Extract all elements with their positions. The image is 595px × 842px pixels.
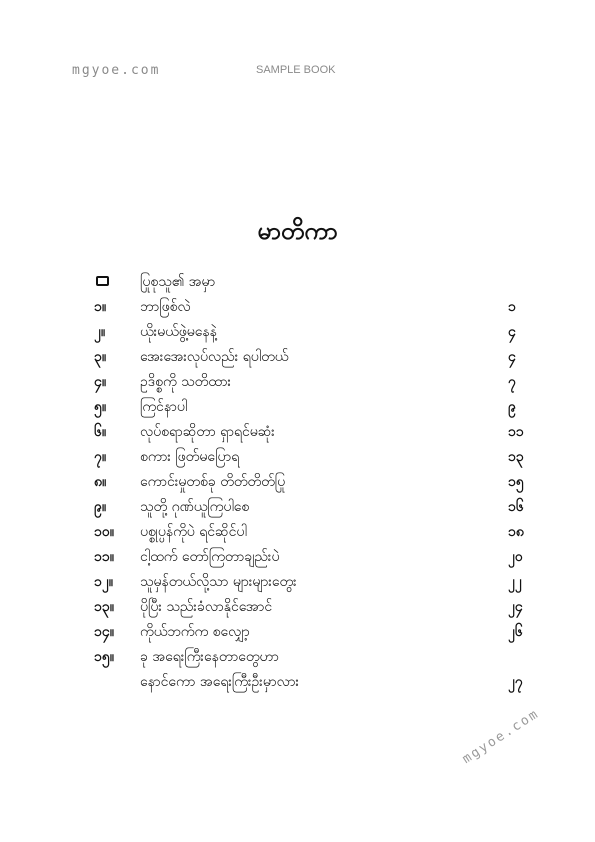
toc-entry xyxy=(0,647,595,671)
toc-entry-page: ၁၈ xyxy=(508,524,524,540)
toc-entry-title: ဥဒိစ္စကို သတိထား xyxy=(140,374,232,390)
toc-entry-number: ၁၁။ xyxy=(94,549,114,565)
toc-entry-page: ၄ xyxy=(508,324,516,340)
toc-entry-title: ပြုစုသူ၏ အမှာ xyxy=(140,274,216,290)
toc-entry-title: ဘာဖြစ်လဲ xyxy=(140,299,191,315)
toc-entry xyxy=(0,547,595,571)
toc-entry-page: ၇ xyxy=(508,374,516,390)
toc-entry-title: စကား ဖြတ်မပြောရ xyxy=(140,449,240,465)
toc-entry-title: သူတို့ ဂုဏ်ယူကြပါစေ xyxy=(140,499,250,515)
toc-entry xyxy=(0,372,595,396)
page-title: မာတိကာ xyxy=(257,217,338,245)
toc-entry xyxy=(0,422,595,446)
watermark-top: mgyoe.com xyxy=(72,63,161,78)
toc-entry-number: ၁။ xyxy=(94,299,107,315)
toc-entry-title-line2: နောင်ကော အရေးကြီးဦးမှာလား xyxy=(140,674,300,690)
toc-entry-number: ၃။ xyxy=(94,349,107,365)
toc-entry-page: ၁၅ xyxy=(508,474,524,490)
toc-entry xyxy=(0,572,595,596)
toc-entry xyxy=(0,397,595,421)
toc-entry-page: ၁၆ xyxy=(508,499,524,515)
toc-entry-page: ၂၀ xyxy=(508,549,523,565)
toc-entry xyxy=(0,522,595,546)
toc-entry-title: အေးအေးလုပ်လည်း ရပါတယ် xyxy=(140,349,289,365)
toc-entry-title: ယိုးမယ်ဖွဲ့မနေနဲ့ xyxy=(140,324,217,340)
toc-entry xyxy=(0,272,595,296)
toc-entry-continuation xyxy=(0,672,595,696)
toc-entry-title: ကြင်နာပါ xyxy=(140,399,188,415)
toc-entry-page: ၂၆ xyxy=(508,624,523,640)
toc-entry-number: ၁၃။ xyxy=(94,599,114,615)
toc-entry-page: ၉ xyxy=(508,399,516,415)
toc-entry-title: လုပ်စရာဆိုတာ ရှာရင်မဆုံး xyxy=(140,424,275,440)
watermark-diagonal: mgyoe.com xyxy=(459,706,543,767)
toc-entry-number: ၄။ xyxy=(94,374,107,390)
toc-entry-page: ၄ xyxy=(508,349,516,365)
toc-entry-title: ပစ္စုပ္ပန်ကိုပဲ ရင်ဆိုင်ပါ xyxy=(140,524,247,540)
toc-entry-number: ၁၂။ xyxy=(94,574,113,590)
toc-entry-number: ၈။ xyxy=(94,474,107,490)
toc-entry-page: ၁၃ xyxy=(508,449,524,465)
toc-entry-number: ၇။ xyxy=(94,449,107,465)
toc-entry-number: ၆။ xyxy=(94,424,107,440)
toc-entry xyxy=(0,447,595,471)
toc-entry-number: ၁၅။ xyxy=(94,649,114,665)
sample-book-label: SAMPLE BOOK xyxy=(256,64,336,76)
toc-entry-number: ၁၄။ xyxy=(94,624,114,640)
toc-entry-title: ပိုပြီး သည်းခံလာနိုင်အောင် xyxy=(140,599,273,615)
box-icon xyxy=(96,276,109,286)
toc-entry xyxy=(0,597,595,621)
toc-entry-number: ၂။ xyxy=(94,324,106,340)
toc-entry-page: ၂၇ xyxy=(508,674,523,690)
toc-entry-page: ၁ xyxy=(508,299,516,315)
toc-entry-page: ၂၄ xyxy=(508,599,523,615)
toc-entry-number: ၅။ xyxy=(94,399,107,415)
toc-entry xyxy=(0,472,595,496)
toc-entry-title: ကိုယ်ဘက်က စလျှော့ xyxy=(140,624,250,640)
toc-entry-number: ၁၀။ xyxy=(94,524,114,540)
toc-entry xyxy=(0,497,595,521)
toc-entry-title: သူမှန်တယ်လို့သာ များများတွေး xyxy=(140,574,297,590)
toc-entry-title: ငါ့ထက် တော်ကြတာချည်းပဲ xyxy=(140,549,280,565)
toc-entry xyxy=(0,347,595,371)
toc-entry-title: ကောင်းမှုတစ်ခု တိတ်တိတ်ပြု xyxy=(140,474,286,490)
toc-entry-page: ၁၁ xyxy=(508,424,524,440)
toc-entry-number: ၉။ xyxy=(94,499,107,515)
toc-entry xyxy=(0,297,595,321)
toc-entry xyxy=(0,622,595,646)
toc-entry-page: ၂၂ xyxy=(508,574,522,590)
toc-entry xyxy=(0,322,595,346)
toc-entry-title: ခု အရေးကြီးနေတာတွေဟာ xyxy=(140,649,279,665)
